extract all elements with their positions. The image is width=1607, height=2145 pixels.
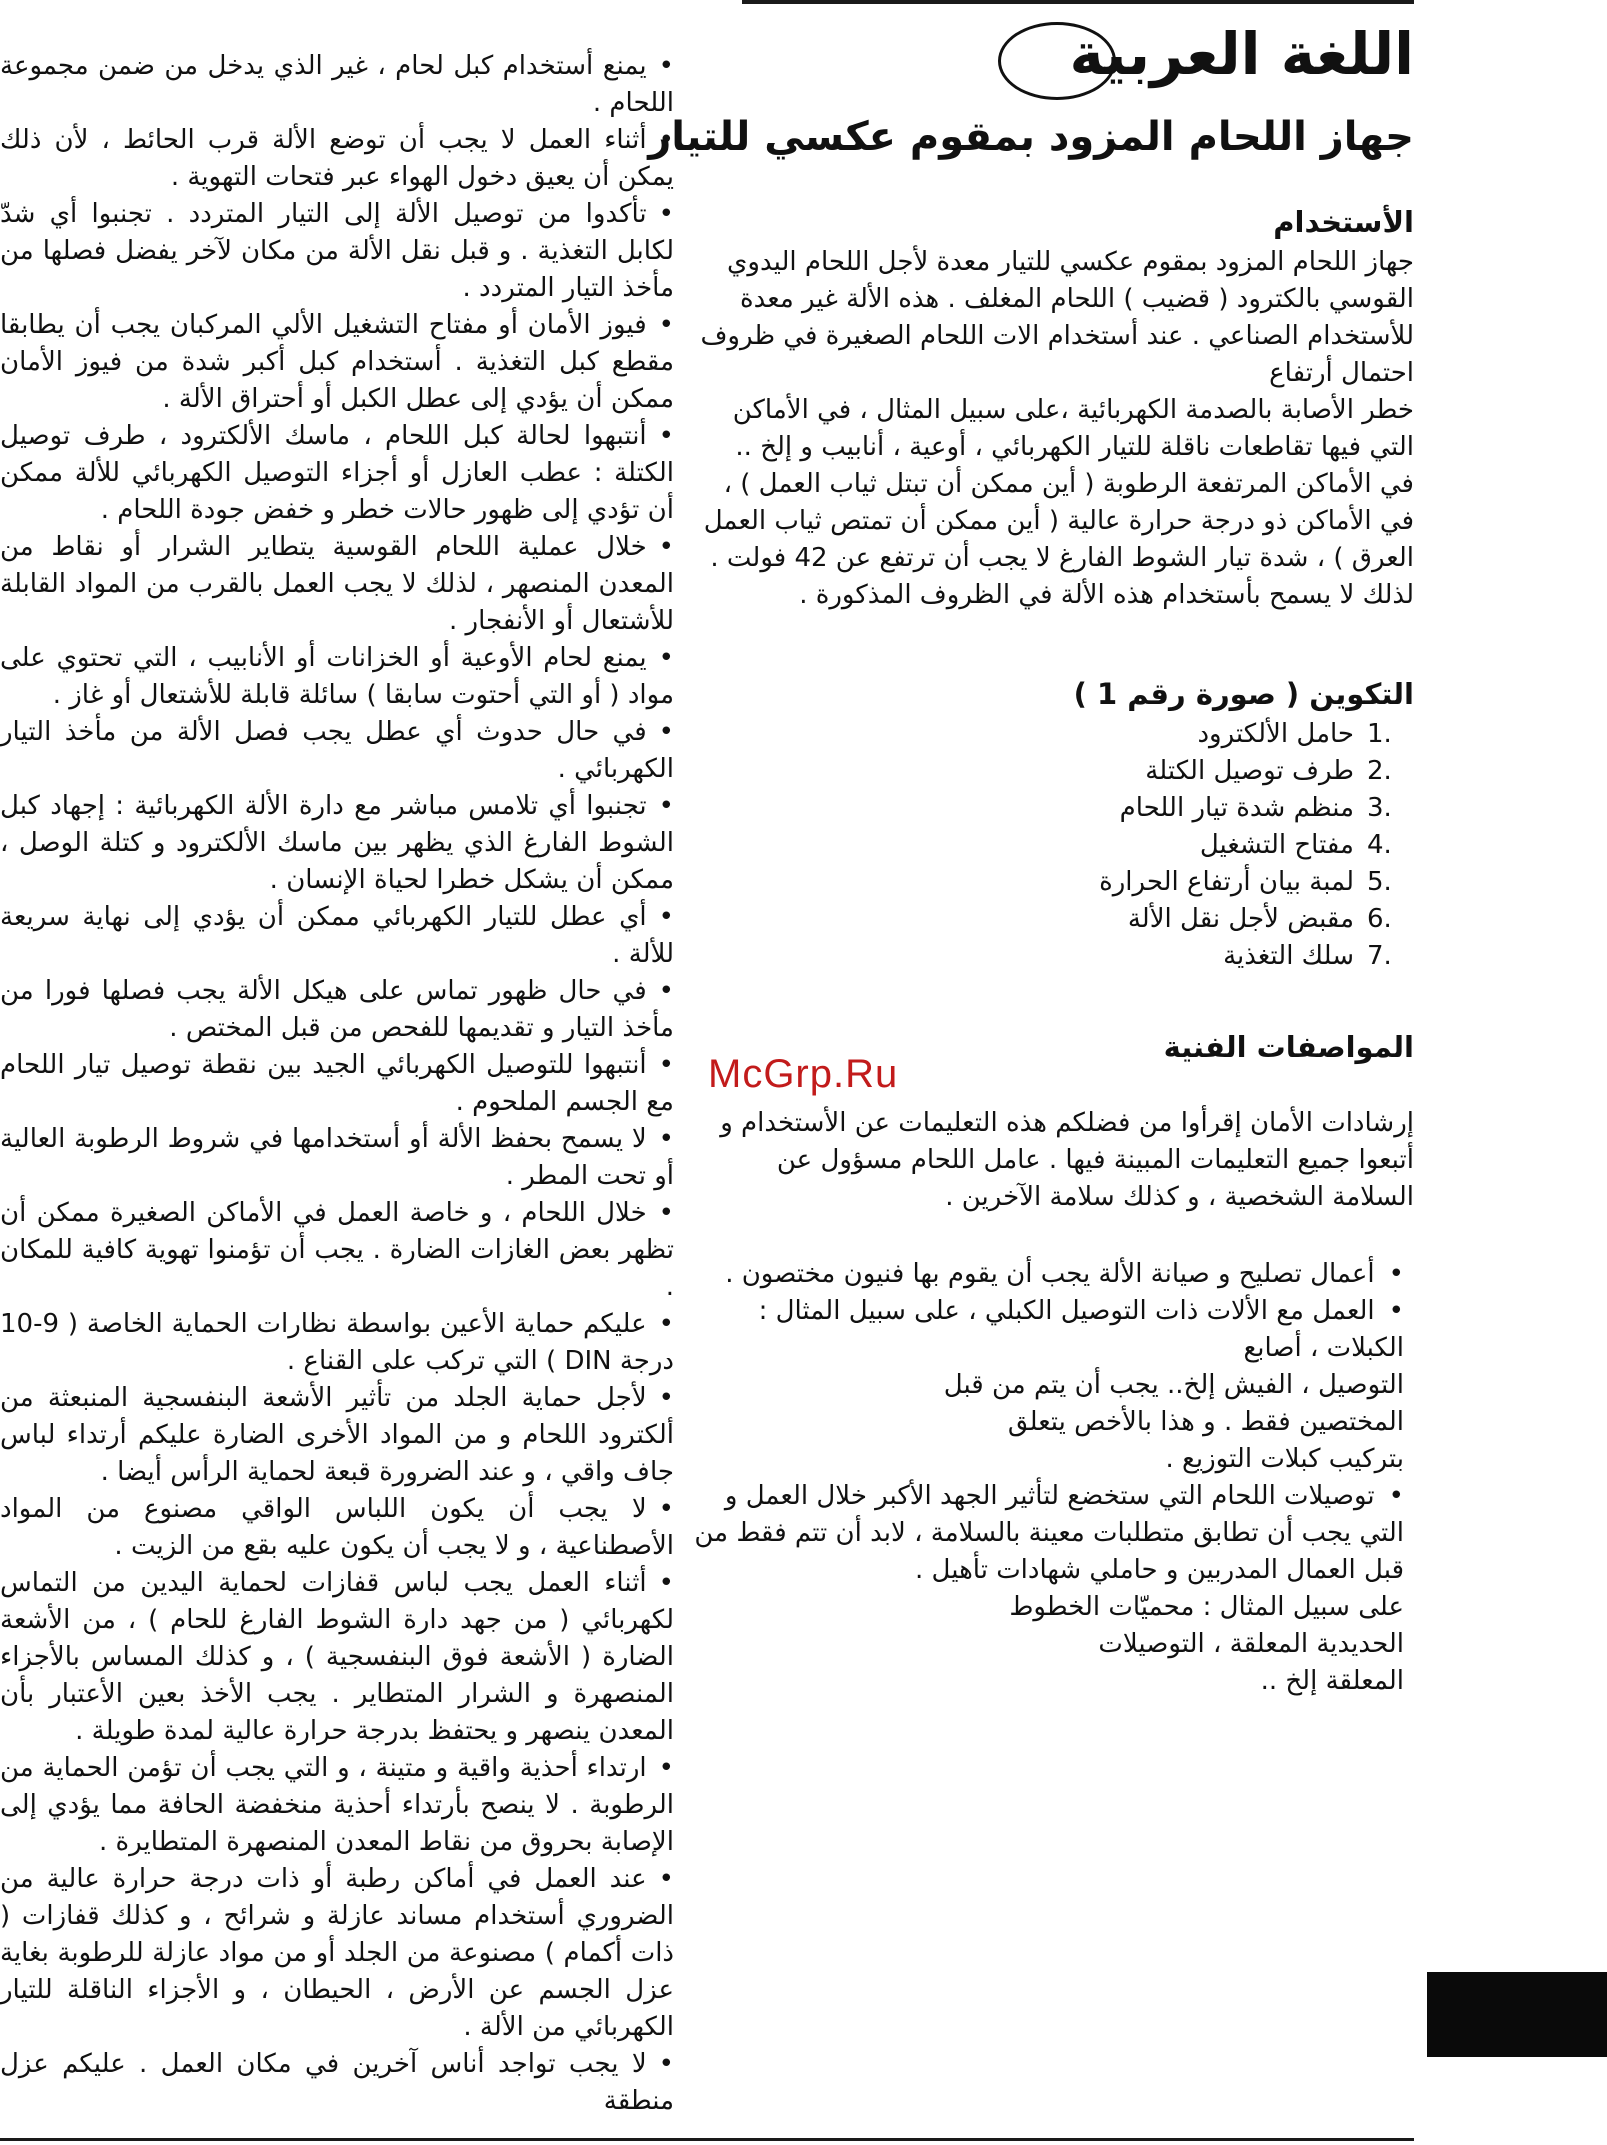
bullet-item: • أنتبهوا لحالة كبل اللحام ، ماسك الألكترود ، طرف توصيل الكتلة : عطب العازل أو أجزاء التوصيل الكهربائي للألة ممكن أن تؤدي إلى ظهور حالات خطر و خفض جودة اللحام .: [0, 418, 680, 529]
specs-heading: المواصفات الفنية: [1163, 1030, 1414, 1064]
parts-list-item: 4. مفتاح التشغيل: [1199, 830, 1392, 860]
parts-list-item: 1. حامل الألكترود: [1197, 719, 1392, 749]
parts-list-item: 6. مقبض لأجل نقل الألة: [1127, 904, 1392, 934]
parts-list: [654, 716, 1414, 975]
bullet-item: • يمنع أستخدام كبل لحام ، غير الذي يدخل من ضمن مجموعة اللحام .: [0, 48, 680, 122]
bullet-item: • خلال اللحام ، و خاصة العمل في الأماكن الصغيرة ممكن أن تظهر بعض الغازات الضارة . يجب أن تؤمنوا تهوية كافية للمكان .: [0, 1195, 680, 1306]
bullet-item: • أثناء العمل لا يجب أن توضع الألة قرب الحائط ، لأن ذلك يمكن أن يعيق دخول الهواء عبر فتحات التهوية .: [0, 122, 680, 196]
bullet-item: • فيوز الأمان أو مفتاح التشغيل الألي المركبان يجب أن يطابقا مقطع كبل التغذية . أستخدام كبل أكبر شدة من فيوز الأمان ممكن أن يؤدي إلى عطل الكبل أو أحتراق الألة .: [0, 307, 680, 418]
bullet-item: • خلال عملية اللحام القوسية يتطاير الشرار أو نقاط من المعدن المنصهر ، لذلك لا يجب العمل بالقرب من المواد القابلة للأشتعال أو الأنفجار .: [0, 529, 680, 640]
parts-heading: التكوين ( صورة رقم 1 ): [1073, 677, 1414, 711]
usage-paragraph-1: جهاز اللحام المزود بمقوم عكسي للتيار معدة لأجل اللحام اليدوي القوسي بالكترود ( قضيب ) اللحام المغلف . هذه الألة غير معدة للأستخدام الصناعي . عند أستخدام الات اللحام الصغيرة في ظروف احتمال أرتفاع: [700, 247, 1414, 388]
bottom-rule: [0, 2138, 1414, 2141]
bullet-item: • لا يجب أن يكون اللباس الواقي مصنوع من المواد الأصطناعية ، و لا يجب أن يكون عليه بقع من الزيت .: [0, 1491, 680, 1565]
bullet-item: • أي عطل للتيار الكهربائي ممكن أن يؤدي إلى نهاية سريعة للألة .: [0, 899, 680, 973]
bullet-item: • عليكم حماية الأعين بواسطة نظارات الحماية الخاصة ( 9-10 درجة DIN ) التي تركب على القناع .: [0, 1306, 680, 1380]
top-rule: [742, 0, 1414, 4]
bullet-item: • ارتداء أحذية واقية و متينة ، و التي يجب أن تؤمن الحماية من الرطوبة . لا ينصح بأرتداء أحذية منخفضة الحافة مما يؤدي إلى الإصابة بحروق من نقاط المعدن المنصهرة المتطايرة .: [0, 1750, 680, 1861]
bullet-item: • يمنع لحام الأوعية أو الخزانات أو الأنابيب ، التي تحتوي على مواد ( أو التي أحتوت سابقا ) سائلة قابلة للأشتعال أو غاز .: [0, 640, 680, 714]
bullet-item: • لأجل حماية الجلد من تأثير الأشعة البنفسجية المنبعثة من ألكترود اللحام و من المواد الأخرى الضارة عليكم أرتداء لباس جاف واقي ، و عند الضرورة قبعة لحماية الرأس أيضا .: [0, 1380, 680, 1491]
language-title: اللغة العربية: [1069, 20, 1414, 88]
usage-paragraph-2: خطر الأصابة بالصدمة الكهربائية ،على سبيل المثال ، في الأماكن التي فيها تقاطعات ناقلة للتيار الكهربائي ، أوعية ، أنابيب و إلخ .. في الأماكن المرتفعة الرطوبة ( أين ممكن أن تبتل ثياب العمل ) ، في الأماكن ذو درجة حرارة عالية ( أين ممكن أن تمتص ثياب العمل العرق ) ، شدة تيار الشوط الفارغ لا يجب أن ترتفع عن 42 فولت . لذلك لا يسمح بأستخدام هذه الألة في الظروف المذكورة .: [703, 395, 1414, 610]
parts-section: [654, 672, 1414, 975]
bullet-item: • توصيلات اللحام التي ستخضع لتأثير الجهد الأكبر خلال العمل و التي يجب أن تطابق متطلبات معينة بالسلامة ، لابد أن تتم فقط من قبل العمال المدربين و حاملي شهادات تأهيل . على سبيل المثال : محميّات الخطوط الحديدية المعلقة ، التوصيلات المعلقة إلخ ..: [654, 1478, 1414, 1700]
page-tab-marker: [1427, 1972, 1607, 2057]
watermark: McGrp.Ru: [708, 1052, 899, 1096]
document-title: جهاز اللحام المزود بمقوم عكسي للتيار: [648, 114, 1414, 160]
bullet-item: • لا يسمح بحفظ الألة أو أستخدامها في شروط الرطوبة العالية أو تحت المطر .: [0, 1121, 680, 1195]
parts-list-item: 3. منظم شدة تيار اللحام: [1119, 793, 1392, 823]
parts-list-item: 5. لمبة بيان أرتفاع الحرارة: [1099, 867, 1392, 897]
parts-list-item: 2. طرف توصيل الكتلة: [1145, 756, 1392, 786]
safety-intro: إرشادات الأمان إقرأوا من فضلكم هذه التعليمات عن الأستخدام و أتبعوا جميع التعليمات المبينة فيها . عامل اللحام مسؤول عن السلامة الشخصية ، و كذلك سلامة الآخرين .: [720, 1108, 1414, 1212]
safety-bullet-list: [0, 48, 680, 2120]
specs-section: [654, 1025, 1414, 1700]
right-column: [654, 200, 1414, 1700]
bullet-item: • تجنبوا أي تلامس مباشر مع دارة الألة الكهربائية : إجهاد كبل الشوط الفارغ الذي يظهر بين ماسك الألكترود و كتلة الوصل ، ممكن أن يشكل خطرا لحياة الإنسان .: [0, 788, 680, 899]
parts-list-item: 7. سلك التغذية: [1223, 941, 1392, 971]
usage-heading: الأستخدام: [1273, 205, 1414, 239]
left-column: [0, 48, 680, 2120]
specs-bullet-list: [654, 1256, 1414, 1700]
bullet-item: • عند العمل في أماكن رطبة أو ذات درجة حرارة عالية من الضروري أستخدام مساند عازلة و شرائح ، و كذلك قفازات ( ذات أكمام ) مصنوعة من الجلد أو من مواد عازلة للرطوبة بغاية عزل الجسم عن الأرض ، الحيطان ، و الأجزاء الناقلة للتيار الكهربائي من الألة .: [0, 1861, 680, 2046]
bullet-item: • أنتبهوا للتوصيل الكهربائي الجيد بين نقطة توصيل تيار اللحام مع الجسم الملحوم .: [0, 1047, 680, 1121]
usage-section: [654, 200, 1414, 614]
bullet-item: • لا يجب تواجد أناس آخرين في مكان العمل . عليكم عزل منطقة: [0, 2046, 680, 2120]
bullet-item: • أثناء العمل يجب لباس قفازات لحماية اليدين من التماس لكهربائي ( من جهد دارة الشوط الفارغ للحام ) ، من الأشعة الضارة ( الأشعة فوق البنفسجية ) ، و كذلك المساس بالأجزاء المنصهرة و الشرار المتطاير . يجب الأخذ بعين الأعتبار بأن المعدن ينصهر و يحتفظ بدرجة حرارة عالية لمدة طويلة .: [0, 1565, 680, 1750]
bullet-item: • العمل مع الألات ذات التوصيل الكبلي ، على سبيل المثال : الكبلات ، أصابع التوصيل ، الفيش إلخ.. يجب أن يتم من قبل المختصين فقط . و هذا بالأخص يتعلق بتركيب كبلات التوزيع .: [654, 1293, 1414, 1478]
bullet-item: • في حال حدوث أي عطل يجب فصل الألة من مأخذ التيار الكهربائي .: [0, 714, 680, 788]
bullet-item: • تأكدوا من توصيل الألة إلى التيار المتردد . تجنبوا أي شدّ لكابل التغذية . و قبل نقل الألة من مكان لآخر يفضل فصلها من مأخذ التيار المتردد .: [0, 196, 680, 307]
bullet-item: • أعمال تصليح و صيانة الألة يجب أن يقوم بها فنيون مختصون .: [654, 1256, 1414, 1293]
bullet-item: • في حال ظهور تماس على هيكل الألة يجب فصلها فورا من مأخذ التيار و تقديمها للفحص من قبل المختص .: [0, 973, 680, 1047]
